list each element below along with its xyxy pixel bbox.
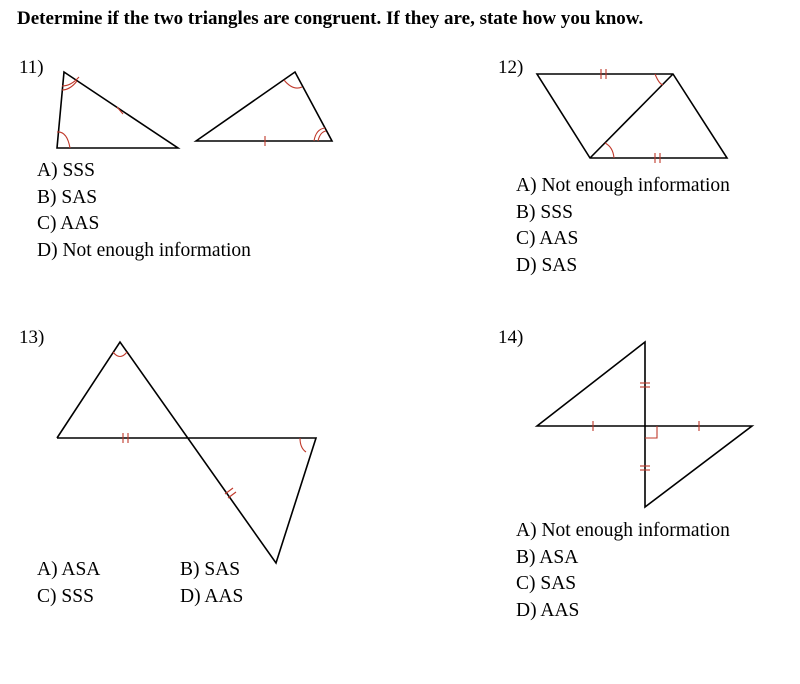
problem-14-choice-d[interactable]: D) AAS <box>516 599 580 621</box>
problem-13-number: 13) <box>19 327 45 348</box>
problem-11-number: 11) <box>19 57 44 78</box>
problem-13-angle-mark-top <box>113 352 127 357</box>
problem-13-choice-a[interactable]: A) ASA <box>37 559 101 580</box>
problem-14-figure <box>537 342 752 507</box>
problem-13-choice-d[interactable]: D) AAS <box>180 585 244 607</box>
problem-14-choice-b[interactable]: B) ASA <box>516 546 579 568</box>
problem-14-number: 14) <box>498 327 524 348</box>
problem-12-angle-mark-bottom <box>605 143 614 158</box>
problem-12-diagonal <box>590 74 673 158</box>
problem-12-figure <box>537 69 727 163</box>
problem-11-triangle-right <box>196 72 332 141</box>
problem-14-triangle-upper <box>537 342 645 426</box>
problem-12-choice-a[interactable]: A) Not enough information <box>516 175 730 196</box>
problem-12-choice-d[interactable]: D) SAS <box>516 254 578 276</box>
problem-13-tick-right-1 <box>225 488 233 494</box>
problem-13-bowtie-triangles <box>57 342 316 563</box>
problem-11-choice-a[interactable]: A) SSS <box>37 160 95 181</box>
problem-13-tick-right-2 <box>228 492 236 498</box>
problem-11-choice-c[interactable]: C) AAS <box>37 213 100 234</box>
problem-14-choice-a[interactable]: A) Not enough information <box>516 520 730 541</box>
problem-11-choice-d[interactable]: D) Not enough information <box>37 239 251 261</box>
problem-14-triangle-lower <box>645 426 752 507</box>
problem-11-figure <box>57 72 332 148</box>
problem-12-number: 12) <box>498 57 524 78</box>
worksheet-instructions: Determine if the two triangles are congruent. If they are, state how you know. <box>17 8 644 29</box>
problem-11-choice-b[interactable]: B) SAS <box>37 186 98 208</box>
problem-12-angle-mark-top <box>655 74 663 85</box>
problem-13-choice-c[interactable]: C) SSS <box>37 585 94 607</box>
problem-12-choice-b[interactable]: B) SSS <box>516 201 573 223</box>
problem-11-angle-mark-right-bottom-double <box>318 131 326 141</box>
problem-12-choice-c[interactable]: C) AAS <box>516 228 579 249</box>
problem-13-choice-b[interactable]: B) SAS <box>180 559 241 580</box>
problem-14-right-angle-mark <box>645 426 657 438</box>
problem-13-angle-mark-right <box>300 438 306 452</box>
problem-13-figure <box>57 342 316 563</box>
problem-14-choice-c[interactable]: C) SAS <box>516 573 577 594</box>
problem-11-angle-mark-right-bottom <box>314 128 325 141</box>
